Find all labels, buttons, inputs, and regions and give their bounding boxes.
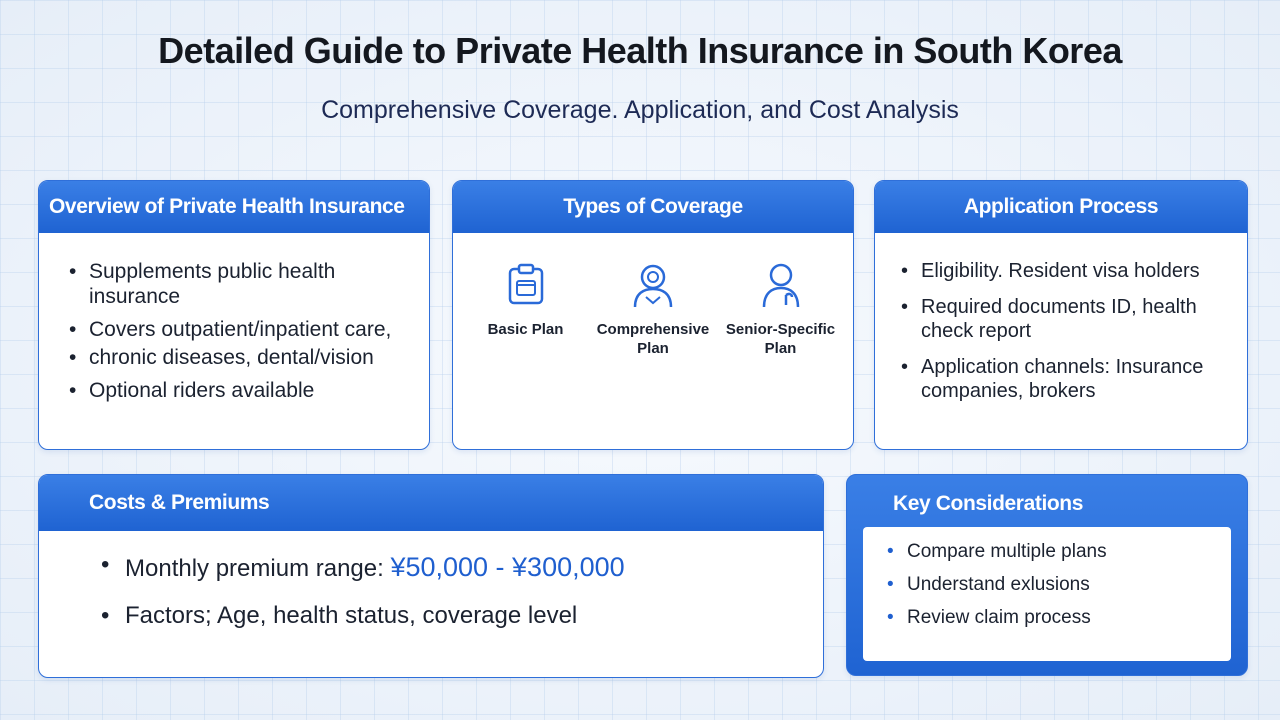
costs-card-title: Costs & Premiums [39, 475, 823, 531]
plan-senior [718, 257, 843, 371]
application-process-card [874, 180, 1248, 450]
coverage-types-card [452, 180, 854, 450]
application-item: • Application channels: Insurance companies, brokers [901, 355, 1233, 403]
application-item: • Eligibility. Resident visa holders [901, 259, 1233, 283]
consideration-item: • Understand exlusions [887, 574, 1217, 597]
plan-name: Basic Plan [487, 321, 564, 338]
consideration-item: • Review claim process [887, 607, 1217, 630]
overview-item: • Covers outpatient/inpatient care, [69, 317, 415, 342]
premium-range-value: ¥50,000 - ¥300,000 [390, 552, 625, 582]
factors-item: • Factors; Age, health status, coverage level [101, 602, 803, 631]
application-card-title: Application Process [875, 181, 1247, 233]
plan-list [453, 233, 853, 371]
overview-card [38, 180, 430, 450]
premium-label: Monthly premium range: [125, 555, 384, 582]
overview-item: • chronic diseases, dental/vision [69, 345, 415, 370]
costs-premiums-card [38, 474, 824, 678]
consideration-item: • Compare multiple plans [887, 541, 1217, 564]
premium-range-item [101, 551, 803, 584]
plan-name: Senior-Specific Plan [725, 321, 836, 357]
senior-person-icon [718, 257, 843, 313]
considerations-card-title: Key Considerations [893, 492, 1084, 515]
considerations-list [887, 541, 1217, 629]
plan-comprehensive [591, 257, 716, 371]
coverage-card-title: Types of Coverage [453, 181, 853, 233]
person-icon [591, 257, 716, 313]
application-item: • Required documents ID, health check report [901, 295, 1233, 343]
costs-list [39, 531, 823, 631]
key-considerations-card [846, 474, 1248, 676]
overview-item: • Supplements public health insurance [69, 259, 415, 309]
overview-card-title: Overview of Private Health Insurance [39, 181, 429, 233]
application-list [875, 233, 1247, 403]
clipboard-icon [463, 257, 588, 313]
page-title: Detailed Guide to Private Health Insurance in South Korea [158, 30, 1122, 71]
plan-basic [463, 257, 588, 371]
page-subtitle: Comprehensive Coverage. Application, and Cost Analysis [321, 96, 959, 124]
considerations-box [863, 527, 1231, 661]
plan-name: Comprehensive Plan [596, 321, 710, 357]
overview-list [39, 233, 429, 403]
overview-item: • Optional riders available [69, 378, 415, 403]
